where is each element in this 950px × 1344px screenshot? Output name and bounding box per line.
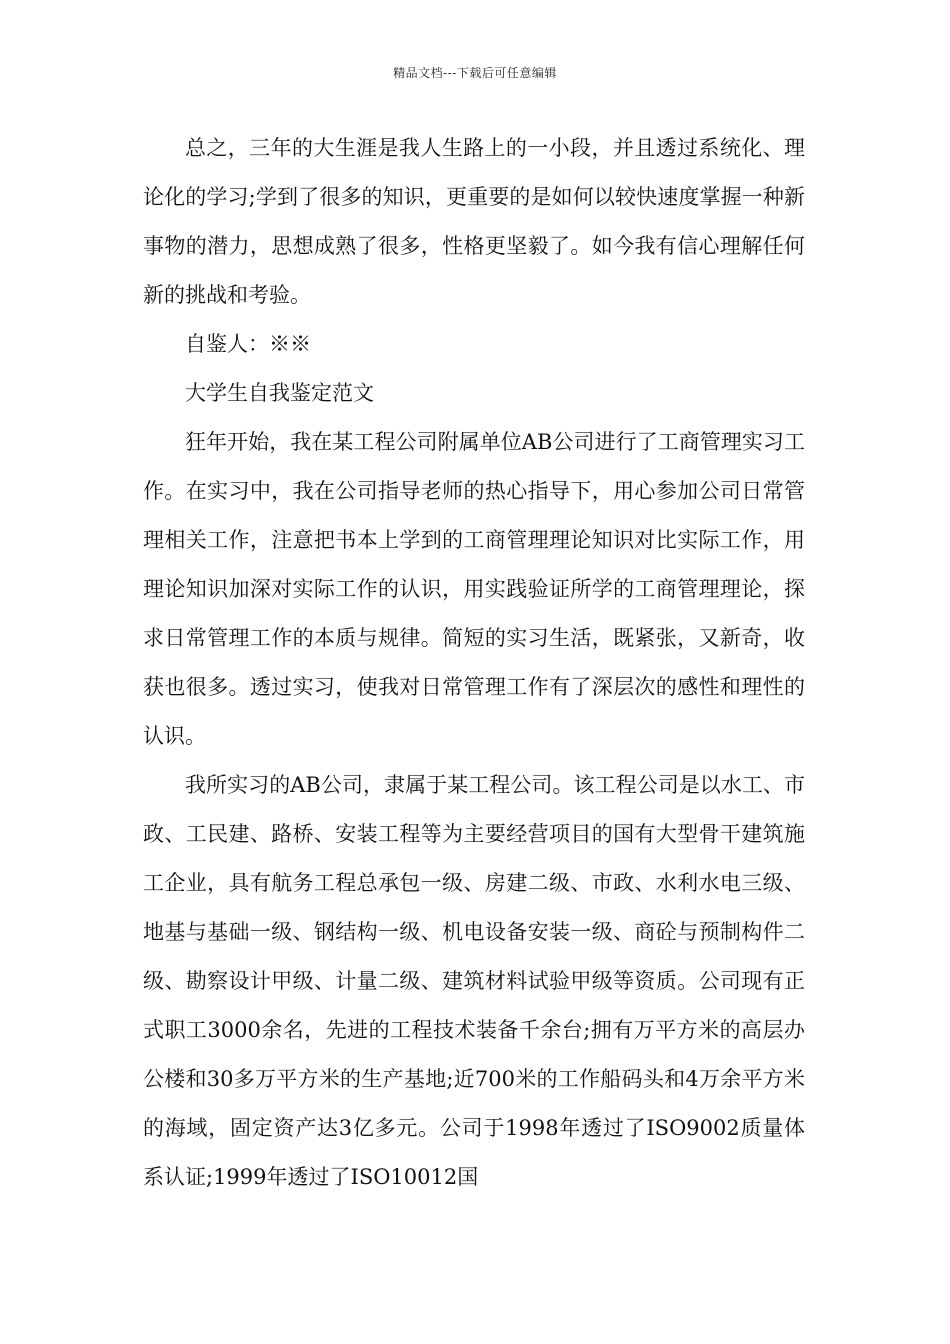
paragraph-internship-intro: 狂年开始，我在某工程公司附属单位AB公司进行了工商管理实习工作。在实习中，我在公司指导老师的热心指导下，用心参加公司日常管理相关工作，注意把书本上学到的工商管理理论知识对比实际工作，用理论知识加深对实际工作的认识，用实践验证所学的工商管理理论，探求日常管理工作的本质与规律。简短的实习生活，既紧张，又新奇，收获也很多。透过实习，使我对日常管理工作有了深层次的感性和理性的认识。 [143,430,805,748]
paragraph-company-profile: 我所实习的AB公司，隶属于某工程公司。该工程公司是以水工、市政、工民建、路桥、安装工程等为主要经营项目的国有大型骨干建筑施工企业，具有航务工程总承包一级、房建二级、市政、水利水电三级、地基与基础一级、钢结构一级、机电设备安装一级、商砼与预制构件二级、勘察设计甲级、计量二级、建筑材料试验甲级等资质。公司现有正式职工3000余名，先进的工程技术装备千余台;拥有万平方米的高层办公楼和30多万平方米的生产基地;近700米的工作船码头和4万余平方米的海域，固定资产达3亿多元。公司于1998年透过了ISO9002质量体系认证;1999年透过了ISO10012国 [143,773,805,1189]
page-header: 精品文档---下载后可任意编辑 [393,66,557,80]
signature-line: 自鉴人：※※ [185,332,311,356]
paragraph-conclusion: 总之，三年的大生涯是我人生路上的一小段，并且透过系统化、理论化的学习;学到了很多的知识，更重要的是如何以较快速度掌握一种新事物的潜力，思想成熟了很多，性格更坚毅了。如今我有信心理解任何新的挑战和考验。 [143,136,805,307]
section-title: 大学生自我鉴定范文 [185,381,374,405]
document-body [143,124,805,1202]
